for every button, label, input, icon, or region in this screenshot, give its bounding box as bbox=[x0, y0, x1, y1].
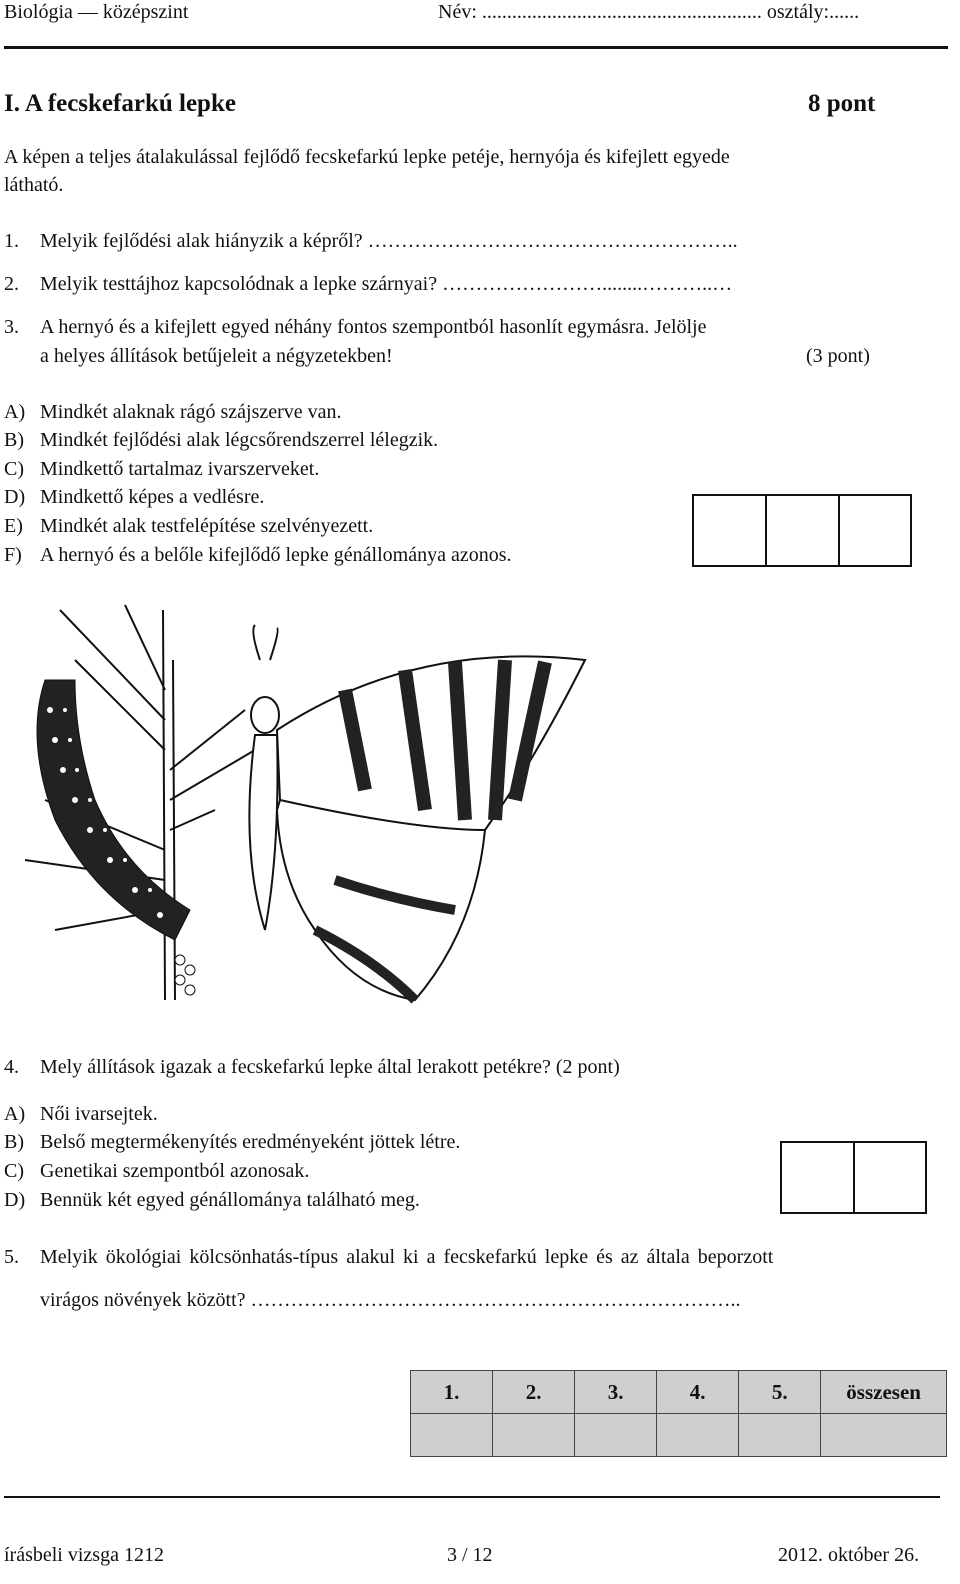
q5-line1: Melyik ökológiai kölcsönhatás-típus alakul ki a fecskefarkú lepke és az általa beporzott bbox=[40, 1246, 774, 1268]
footer-rule bbox=[4, 1496, 940, 1498]
q3-answer-box-1[interactable] bbox=[692, 494, 767, 567]
score-cell[interactable] bbox=[575, 1414, 657, 1457]
header-rule bbox=[4, 46, 948, 49]
score-cell[interactable] bbox=[657, 1414, 739, 1457]
option-text: Belső megtermékenyítés eredményeként jöttek létre. bbox=[40, 1131, 461, 1153]
q4-option-b bbox=[4, 1130, 460, 1154]
option-text: Mindkettő tartalmaz ivarszerveket. bbox=[40, 458, 320, 480]
q5 bbox=[4, 1245, 773, 1269]
score-cell[interactable] bbox=[411, 1414, 493, 1457]
option-label: D) bbox=[4, 486, 26, 508]
score-header-row bbox=[411, 1371, 947, 1414]
option-text: Bennük két egyed génállománya található meg. bbox=[40, 1189, 420, 1211]
q4 bbox=[4, 1055, 620, 1079]
eggs bbox=[175, 955, 195, 995]
option-label: A) bbox=[4, 1103, 26, 1125]
option-text: Genetikai szempontból azonosak. bbox=[40, 1160, 310, 1182]
score-header: 2. bbox=[493, 1371, 575, 1414]
q5-line2: virágos növények között? ……………………………………………………………….. bbox=[40, 1289, 741, 1311]
score-header: 3. bbox=[575, 1371, 657, 1414]
option-label: F) bbox=[4, 544, 22, 566]
option-text: Mindkét alak testfelépítése szelvényezett. bbox=[40, 515, 374, 537]
score-header: 4. bbox=[657, 1371, 739, 1414]
score-table bbox=[410, 1370, 947, 1457]
score-cell[interactable] bbox=[821, 1414, 947, 1457]
q3-option-e bbox=[4, 514, 373, 538]
intro-line2: látható. bbox=[4, 174, 64, 196]
q5-num: 5. bbox=[4, 1246, 19, 1268]
q4-option-d bbox=[4, 1188, 420, 1212]
option-text: Női ivarsejtek. bbox=[40, 1103, 158, 1125]
q3-option-c bbox=[4, 457, 319, 481]
score-cell[interactable] bbox=[739, 1414, 821, 1457]
butterfly bbox=[249, 625, 585, 1000]
q2-text: Melyik testtájhoz kapcsolódnak a lepke szárnyai? ……………………........………..… bbox=[40, 273, 733, 295]
q4-answer-box-2[interactable] bbox=[853, 1141, 927, 1214]
score-header: 5. bbox=[739, 1371, 821, 1414]
q3-option-a bbox=[4, 400, 342, 424]
q2-num: 2. bbox=[4, 273, 19, 295]
score-value-row bbox=[411, 1414, 947, 1457]
q2 bbox=[4, 272, 732, 296]
q4-num: 4. bbox=[4, 1056, 19, 1078]
q3-option-f bbox=[4, 543, 512, 567]
option-label: B) bbox=[4, 1131, 24, 1153]
q1-num: 1. bbox=[4, 230, 19, 252]
score-cell[interactable] bbox=[493, 1414, 575, 1457]
option-label: D) bbox=[4, 1189, 26, 1211]
option-text: Mindkét fejlődési alak légcsőrendszerrel lélegzik. bbox=[40, 429, 439, 451]
header-name-field[interactable]: Név: ........................................................ osztály:...... bbox=[438, 1, 860, 23]
q3-option-d bbox=[4, 485, 264, 509]
footer-page: 3 / 12 bbox=[447, 1544, 493, 1566]
swallowtail-illustration bbox=[15, 600, 595, 1015]
q3-answer-box-2[interactable] bbox=[765, 494, 840, 567]
score-header: összesen bbox=[821, 1371, 947, 1414]
q3-line2: a helyes állítások betűjeleit a négyzetekben! bbox=[40, 345, 393, 367]
q3-answer-box-3[interactable] bbox=[838, 494, 912, 567]
q3-points: (3 pont) bbox=[806, 345, 870, 367]
option-text: Mindkét alaknak rágó szájszerve van. bbox=[40, 401, 342, 423]
option-text: A hernyó és a belőle kifejlődő lepke génállománya azonos. bbox=[40, 544, 512, 566]
q3-num: 3. bbox=[4, 316, 19, 338]
footer-date: 2012. október 26. bbox=[778, 1544, 920, 1566]
caterpillar bbox=[37, 680, 195, 995]
score-header: 1. bbox=[411, 1371, 493, 1414]
q3-option-b bbox=[4, 428, 438, 452]
option-label: B) bbox=[4, 429, 24, 451]
q4-answer-box-1[interactable] bbox=[780, 1141, 855, 1214]
q4-text: Mely állítások igazak a fecskefarkú lepke által lerakott petékre? (2 pont) bbox=[40, 1056, 620, 1078]
task-title: I. A fecskefarkú lepke bbox=[4, 90, 236, 117]
option-label: C) bbox=[4, 1160, 24, 1182]
footer-exam: írásbeli vizsga 1212 bbox=[4, 1544, 164, 1566]
option-label: E) bbox=[4, 515, 23, 537]
intro-line1: A képen a teljes átalakulással fejlődő fecskefarkú lepke petéje, hernyója és kifejlett egyede bbox=[4, 146, 730, 168]
q4-option-c bbox=[4, 1159, 309, 1183]
q3 bbox=[4, 315, 707, 339]
header-subject: Biológia — középszint bbox=[4, 1, 189, 23]
option-text: Mindkettő képes a vedlésre. bbox=[40, 486, 265, 508]
q1-text: Melyik fejlődési alak hiányzik a képről? ……………………………………………….. bbox=[40, 230, 738, 252]
q4-option-a bbox=[4, 1102, 158, 1126]
option-label: A) bbox=[4, 401, 26, 423]
task-points: 8 pont bbox=[808, 90, 876, 117]
option-label: C) bbox=[4, 458, 24, 480]
q1 bbox=[4, 229, 738, 253]
q3-line1: A hernyó és a kifejlett egyed néhány fontos szempontból hasonlít egymásra. Jelölje bbox=[40, 316, 707, 338]
